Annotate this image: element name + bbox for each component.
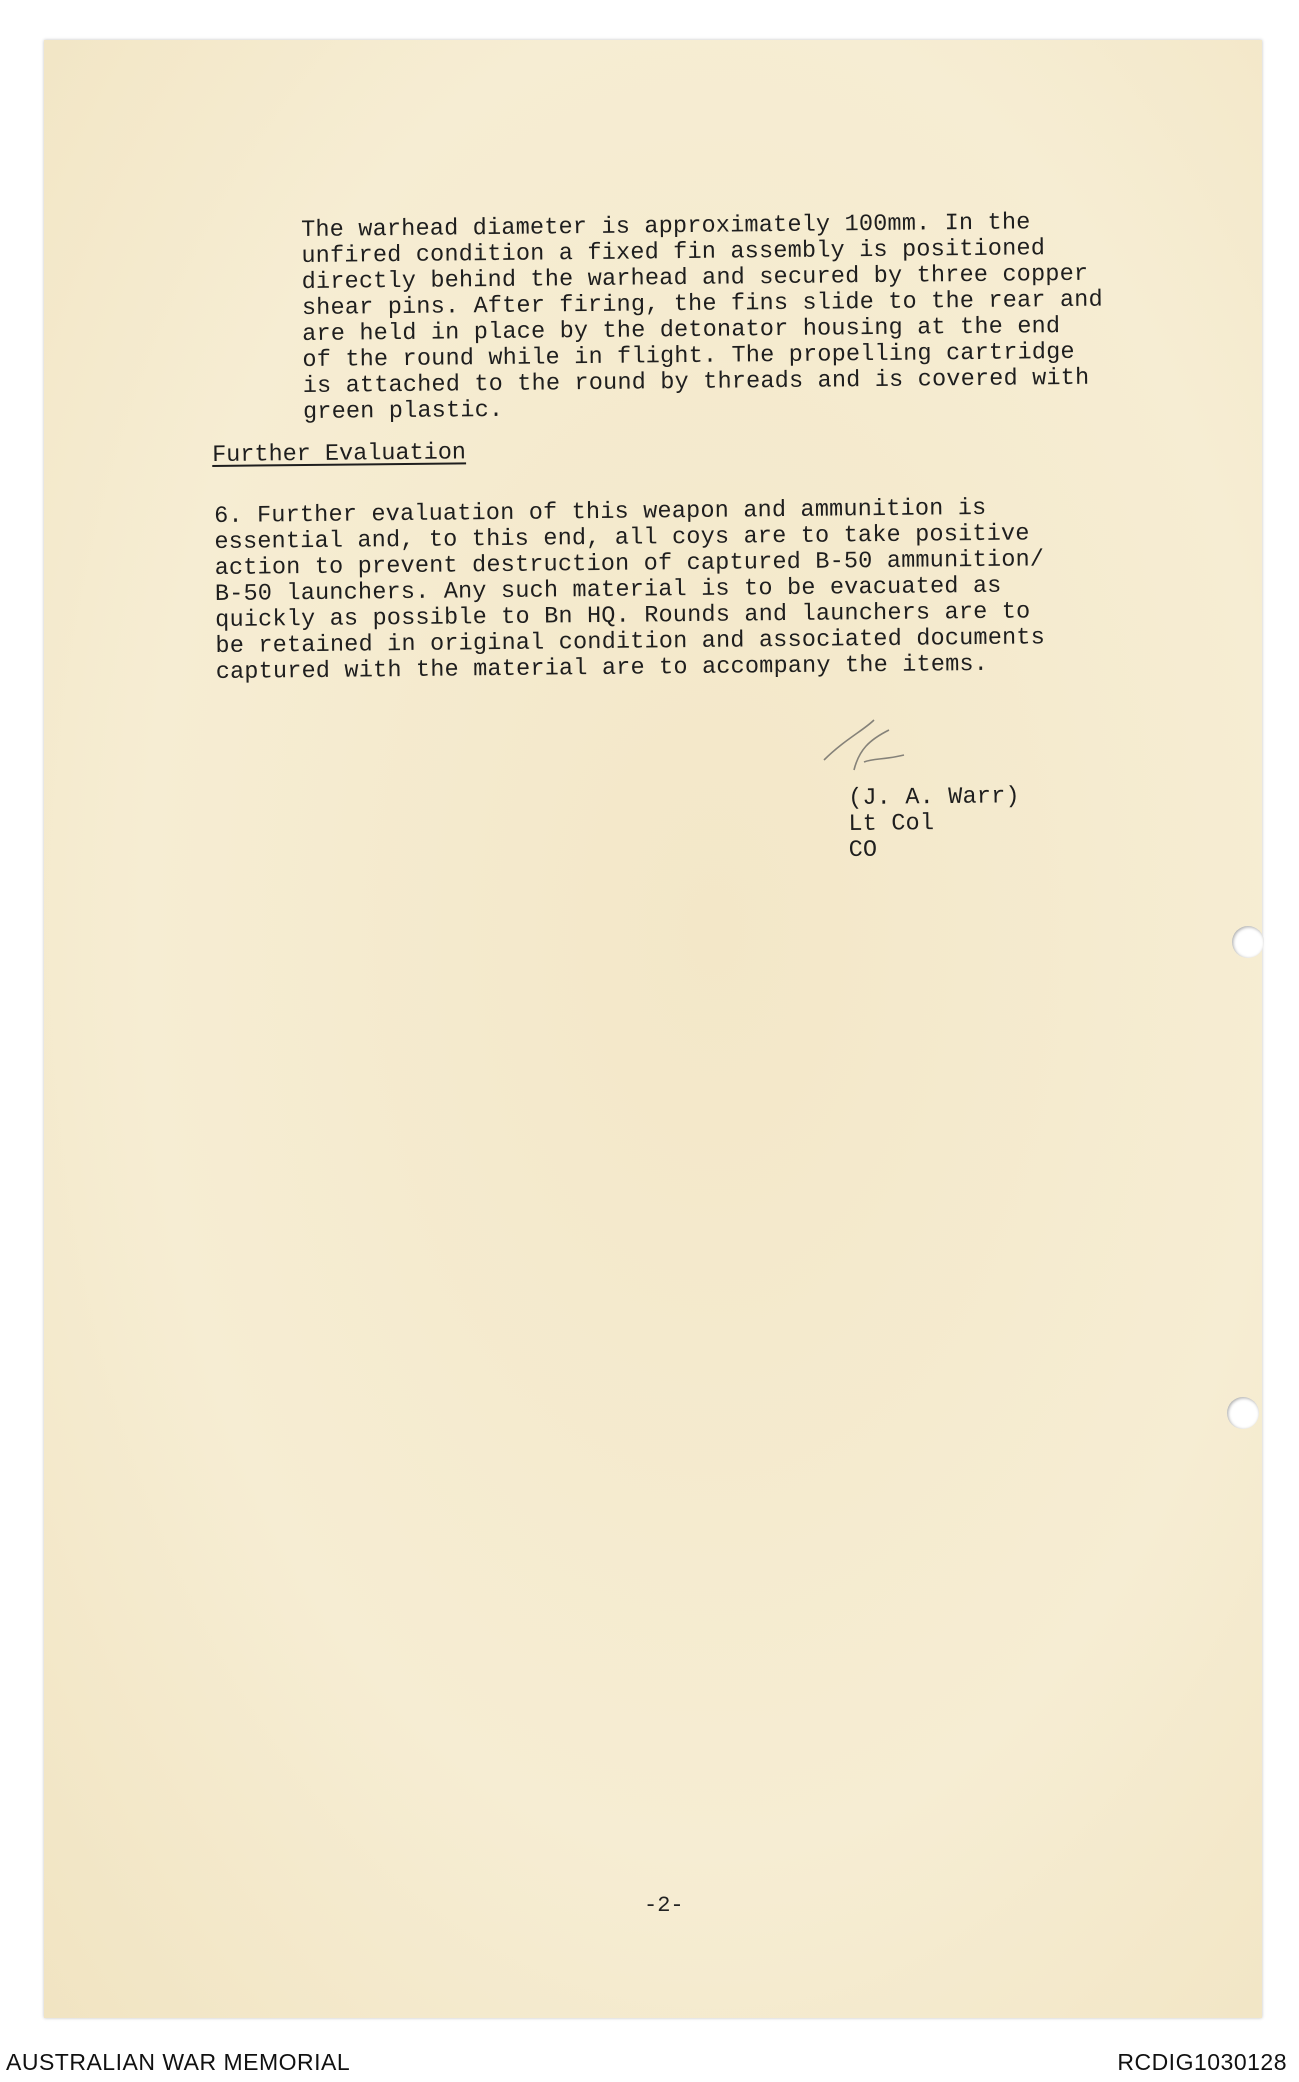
text-line: 6. Further evaluation of this weapon and ammunition is (213, 494, 987, 530)
text-line: is attached to the round by threads and is covered with (302, 364, 1090, 400)
text-line: be retained in original condition and associated documents (215, 624, 1046, 660)
paragraph-warhead (301, 210, 1104, 426)
punch-hole (1232, 926, 1264, 958)
section-heading: Further Evaluation (212, 439, 467, 469)
document-page (44, 40, 1262, 2018)
punch-hole (1227, 1397, 1259, 1429)
signature-block (848, 784, 1020, 864)
text-line: The warhead diameter is approximately 100mm. In the (300, 209, 1031, 244)
signatory-role: CO (848, 836, 878, 864)
text-line: B-50 launchers. Any such material is to be evacuated as (214, 572, 1002, 608)
text-line: green plastic. (302, 396, 504, 426)
archive-id: RCDIG1030128 (1117, 2049, 1287, 2075)
paragraph-further-evaluation (214, 495, 1045, 686)
text-line: are held in place by the detonator housing at the end (302, 313, 1061, 348)
handwritten-signature (814, 700, 934, 780)
text-line: captured with the material are to accompany the items. (215, 650, 989, 686)
text-line: unfired condition a fixed fin assembly is positioned (301, 235, 1046, 270)
text-line: shear pins. After firing, the fins slide to the rear and (301, 286, 1103, 322)
signatory-name: (J. A. Warr) (847, 783, 1020, 812)
signatory-rank: Lt Col (848, 810, 935, 838)
text-line: directly behind the warhead and secured by three copper (301, 260, 1089, 296)
text-line: quickly as possible to Bn HQ. Rounds and launchers are to (215, 598, 1031, 634)
text-line: action to prevent destruction of captured B-50 ammunition/ (214, 546, 1045, 582)
archive-credit: AUSTRALIAN WAR MEMORIAL (6, 2049, 351, 2075)
text-line: of the round while in flight. The propelling cartridge (302, 338, 1075, 374)
page-number: -2- (644, 1893, 684, 1918)
text-line: essential and, to this end, all coys are to take positive (214, 520, 1030, 556)
